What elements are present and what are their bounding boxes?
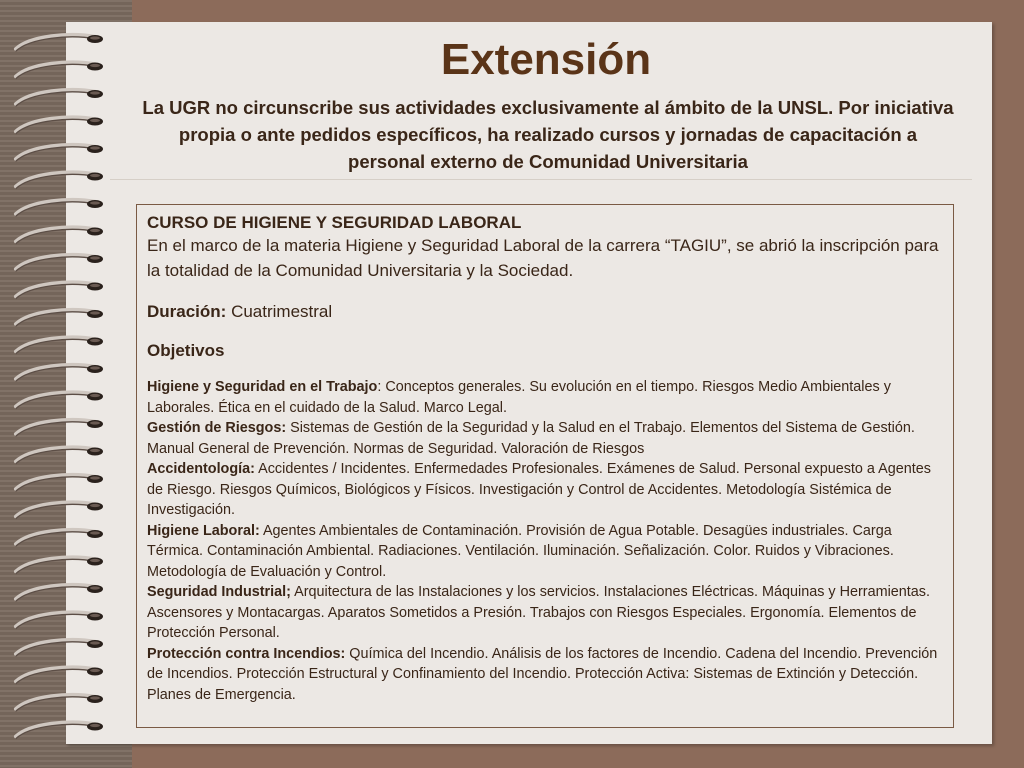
binding-ring <box>16 559 96 573</box>
binding-ring <box>16 449 96 463</box>
binding-hole-highlight <box>90 614 100 617</box>
binding-hole-highlight <box>90 229 100 232</box>
topic-title: Higiene y Seguridad en el Trabajo <box>147 379 378 395</box>
divider <box>110 179 972 180</box>
binding-ring <box>16 669 96 683</box>
binding-ring <box>16 367 96 381</box>
intro-paragraph: La UGR no circunscribe sus actividades exclusivamente al ámbito de la UNSL. Por iniciativa propia o ante pedidos específicos, ha realizado cursos y jornadas de capacitación a personal externo de Comunidad Universitaria <box>142 97 954 172</box>
binding-hole-highlight <box>90 119 100 122</box>
topic-title: Gestión de Riesgos: <box>147 420 287 436</box>
binding-hole-highlight <box>90 724 100 727</box>
binding-hole-highlight <box>90 586 100 589</box>
binding-ring <box>16 339 96 353</box>
binding-ring <box>16 477 96 491</box>
topic-text: : Conceptos generales. Su evolución en el tiempo. Riesgos Medio Ambientales y Laborales. Ética en el cuidado de la Salud. Marco Legal. <box>147 379 891 416</box>
binding-hole-highlight <box>90 91 100 94</box>
binding-hole-highlight <box>90 696 100 699</box>
binding-ring <box>16 642 96 656</box>
binding-ring <box>16 147 96 161</box>
binding-hole-highlight <box>90 394 100 397</box>
binding-ring <box>16 92 96 106</box>
binding-hole-highlight <box>90 531 100 534</box>
duration-value: Cuatrimestral <box>226 302 333 321</box>
topic-text: Agentes Ambientales de Contaminación. Provisión de Agua Potable. Desagües industriales. Carga Térmica. Contaminación Ambiental. Radiaciones. Ventilación. Iluminación. Señalización. Color. Ruidos y Vibraciones. Metodología de Evaluación y Control. <box>147 522 894 580</box>
topic-text: Arquitectura de las Instalaciones y los servicios. Instalaciones Eléctricas. Máquinas y Herramientas. Ascensores y Montacargas. Aparatos Sometidos a Presión. Trabajos con Riesgos Especiales. Ergonomía. Elementos de Protección Personal. <box>147 584 930 641</box>
binding-hole-highlight <box>90 311 100 314</box>
binding-ring <box>16 587 96 601</box>
binding-hole-highlight <box>90 339 100 342</box>
binding-hole-highlight <box>90 174 100 177</box>
binding-hole-highlight <box>90 201 100 204</box>
binding-hole-highlight <box>90 366 100 369</box>
duration-line <box>147 301 943 322</box>
topic-title: Protección contra Incendios: <box>147 645 346 662</box>
binding-ring <box>16 532 96 546</box>
spiral-binding <box>0 0 120 768</box>
binding-hole-highlight <box>90 421 100 424</box>
binding-hole-highlight <box>90 284 100 287</box>
topic-text: Accidentes / Incidentes. Enfermedades Profesionales. Exámenes de Salud. Personal expuesto a Agentes de Riesgo. Riesgos Químicos, Biológicos y Físicos. Investigación y Control de Accidentes. Metodología Sistémica de Investigación. <box>147 461 931 518</box>
binding-ring <box>16 119 96 133</box>
topics-list <box>147 377 943 705</box>
binding-ring <box>16 697 96 711</box>
binding-ring <box>16 394 96 408</box>
topic-title: Seguridad Industrial; <box>147 584 291 600</box>
binding-hole-highlight <box>90 449 100 452</box>
duration-label: Duración: <box>147 302 227 321</box>
binding-hole-highlight <box>90 146 100 149</box>
binding-ring <box>16 284 96 298</box>
binding-hole-highlight <box>90 476 100 479</box>
topic-text: Sistemas de Gestión de la Seguridad y la Salud en el Trabajo. Elementos del Sistema de Gestión. Manual General de Prevención. Normas de Seguridad. Valoración de Riesgos <box>147 420 915 457</box>
binding-ring <box>16 229 96 243</box>
course-description: En el marco de la materia Higiene y Seguridad Laboral de la carrera “TAGIU”, se abrió la inscripción para la totalidad de la Comunidad Universitaria y la Sociedad. <box>147 236 939 280</box>
binding-ring <box>16 257 96 271</box>
binding-ring <box>16 724 96 738</box>
slide-title: Extensión <box>440 35 652 84</box>
binding-hole-highlight <box>90 669 100 672</box>
binding-hole-highlight <box>90 641 100 644</box>
binding-hole-highlight <box>90 504 100 507</box>
binding-hole-highlight <box>90 256 100 259</box>
binding-hole-highlight <box>90 559 100 562</box>
binding-ring <box>16 504 96 518</box>
binding-ring <box>16 422 96 436</box>
course-heading: CURSO DE HIGIENE Y SEGURIDAD LABORAL <box>147 213 522 232</box>
binding-ring <box>16 312 96 326</box>
topic-title: Higiene Laboral: <box>147 522 260 539</box>
binding-ring <box>16 202 96 216</box>
binding-ring <box>16 614 96 628</box>
objectives-heading: Objetivos <box>147 341 225 360</box>
topic-title: Accidentología: <box>147 461 255 477</box>
course-box <box>136 204 954 728</box>
binding-ring <box>16 174 96 188</box>
topic-text: Química del Incendio. Análisis de los factores de Incendio. Cadena del Incendio. Prevención de Incendios. Protección Estructural y Confinamiento del Incendio. Protección Activa: Sistemas de Extinción y Detección. Planes de Emergencia. <box>147 645 938 703</box>
